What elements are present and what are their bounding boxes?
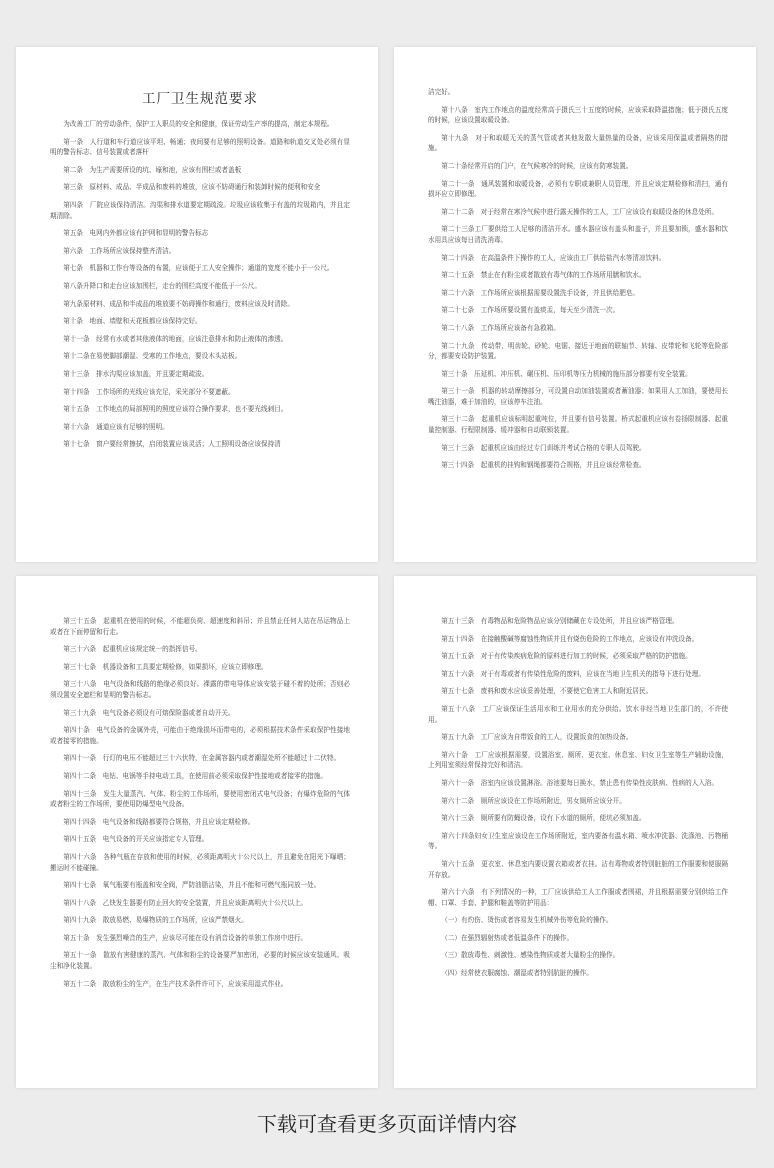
page-3-paragraphs [50,616,350,989]
paragraph: 第三十五条 起重机在使用的时候，不能超负荷、超速度和斜吊；并且禁止任何人站在吊运物品上或者在下面停留和行走。 [50,617,350,636]
document-page-4 [394,576,756,1088]
paragraph: 第十二条在易使脚部潮湿、受寒的工作地点，要设木头站板。 [63,352,242,361]
paragraph: 第十一条 经常有水或者其他液体的地面，应该注意排水和防止液体的渗透。 [63,334,288,343]
paragraph: 第四十三条 发生大量蒸汽、气体、粉尘的工作场所，要使用密闭式电气设备；有爆炸危险的气体或者粉尘的工作场所，要使用防爆型电气设备。 [50,789,350,809]
paragraph: 第七条 机器和工作台等设备的布置，应该便于工人安全操作；通道的宽度不能小于一公尺。 [63,264,334,273]
document-page-1 [16,47,378,562]
paragraph: （二）在强烈辐射热或者低温条件下的操作。 [441,933,574,942]
paragraph: 第十条 地面、墙壁和天花板都应该保持完好。 [63,317,202,326]
paragraph: 第十五条 工作地点的局部照明的照度应该符合操作要求，也不要光线刺目。 [63,405,288,414]
paragraph: 第三十二条 起重机应该标明起重吨位，并且要有信号装置。桥式起重机应该有卷扬限制器、起重量控制器、行程限制器、缓冲器和自动联锁装置。 [428,415,728,435]
paragraph: （四）经常使衣服腐蚀、潮湿或者特别肮脏的操作。 [441,969,593,978]
paragraph: （三）散放毒性、刺激性、感染性物质或者大量粉尘的操作。 [441,951,620,960]
page-4-paragraphs [428,616,728,979]
paragraph: 第三十八条 电气设备和线路的绝缘必须良好。裸露的带电导体应该安装于碰不着的处所；否则必须设置安全遮栏和显明的警告标志。 [50,680,350,699]
paragraph: 第五十二条 散放粉尘的生产，在生产技术条件许可下，应该采用湿式作业。 [63,979,288,988]
paragraph: 为改善工厂的劳动条件，保护工人职员的安全和健康，保证劳动生产率的提高，制定本规程。 [63,120,334,128]
paragraph: 第四十二条 电钻、电锅等手持电动工具，在使用前必须采取保护性接地或者接零的措施。 [63,771,327,780]
paragraph: 第五十六条 对于有毒或者有传染性危险的废料，应该在当地卫生机关的指导下进行处理。 [441,669,705,678]
paragraph: 第三十条 压延机、冲压机、碾压机、压印机等压力机械的施压部分都要有安全装置。 [441,369,692,378]
paragraph: 第六条 工作场所应该保持整齐清洁。 [63,246,176,255]
paragraph: 第四十五条 电气设备的开关应该指定专人管理。 [63,835,209,844]
paragraph: 第三十三条 起重机应该由经过专门训练并考试合格的专职人员驾驶。 [441,443,646,452]
paragraph: 第五十八条 工厂应该保证生活用水和工业用水的充分供给。饮水非经当地卫生部门的，不许使用。 [428,704,728,724]
paragraph: 第五十七条 废料和废水应该妥善处理，不要使它危害工人和附近居民。 [441,687,653,696]
paragraph: 第十四条 工作场所的光线应该充足，采光部分不要遮蔽。 [63,387,235,396]
paragraph: 第十三条 排水沟渠应该加盖，并且要定期疏浚。 [63,369,209,378]
paragraph: 第十六条 通道应该有足够的照明。 [63,422,169,431]
paragraph: 第六十六条 有下列情况的一种，工厂应该供给工人工作服或者围裙，并且根据需要分别供给工作帽、口罩、手套、护腿和鞋盖等防护用品： [428,888,728,907]
paragraph: 第二十五条 禁止在有粉尘或者散放有毒气体的工作场所用膳和饮水。 [441,271,646,280]
paragraph: 第二十八条 工作场所应该备有急救箱。 [441,323,560,332]
paragraph: 第一条 人行道和车行道应该平坦、畅通；夜间要有足够的照明设备。道路和轨道交叉处必须有显明的警告标志、信号装置或者落杆 [50,137,350,157]
paragraph: 第二条 为生产需要所设的坑、壕和池，应该有围栏或者盖板 [63,165,242,174]
paragraph: 第三十九条 电气设备必须设有可熔保险器或者自动开关。 [63,708,235,717]
paragraph: 第五十四条 在接触酸碱等腐蚀性物质并且有烧伤危险的工作地点，应该设有冲洗设备。 [441,634,699,643]
paragraph: 第八条升降口和走台应该加围栏，走台的围栏高度不能低于一公尺。 [63,281,261,290]
paragraph: 第九条原材料、成品和半成品的堆放要不妨碍操作和通行，废料应该及时清除。 [63,299,294,308]
paragraph: 第二十一条 通风装置和取暖设备，必须有专职或兼职人员管理，并且应该定期检修和清扫，通有损坏应立即修理。 [428,179,728,199]
paragraph: 第四十八条 乙炔发生器要有防止回火的安全装置，并且应该距离明火十公尺以上。 [63,898,308,907]
paragraph: 第四十一条 行灯的电压不能超过三十六伏特，在金属容器内或者潮湿处所不能超过十二伏特。 [63,754,341,763]
paragraph: （一）有灼伤、烫伤或者容易发生机械外伤等危险的操作。 [441,916,613,925]
paragraph: 第五十九条 工厂应该为自带饭食的工人，设置饭食的加热设备。 [441,733,633,742]
paragraph: 第六十条 工厂应该根据需要，设置浴室、厕所、更衣室、休息室、妇女卫生室等生产辅助设施，上列用室须经常保持完好和清洁。 [428,750,728,770]
paragraph: 第二十四条 在高温条件下操作的工人，应该由工厂供给盐汽水等清凉饮料。 [441,253,666,262]
paragraph: 第二十九条 传动带、明齿轮、砂轮、电锯、接近于地面的联轴节、转轴、皮带轮和飞轮等危险部分，都要安设防护装置。 [428,341,728,361]
paragraph: 第四条 厂院应该保持清洁。沟渠和排水道要定期疏浚。垃圾应该收集于有盖的垃圾箱内，并且定期清除。 [50,200,350,220]
paragraph: 第二十二条 对于经常在寒冷气候中进行露天操作的工人，工厂应该设有取暖设备的休息处所。 [441,207,719,216]
paragraph: 第五十五条 对于有传染疾病危险的原料进行加工的时候，必须采取严格的防护措施。 [441,652,692,661]
paragraph: 第三十六条 起重机应该规定统一的指挥信号。 [63,645,202,654]
paragraph: 第四十七条 氧气瓶要有瓶盖和安全阀，严防油脂沾染，并且不能和可燃气瓶同放一处。 [63,881,321,890]
paragraph: 第四十九条 散放易燃、易爆物质的工作场所，应该严禁烟火。 [63,916,248,925]
paragraph: 第三条 原材料、成品、半成品和废料的堆放，应该不妨碍通行和装卸时候的便利和安全 [63,183,321,192]
page-2-paragraphs [428,87,728,471]
page-1-paragraphs [50,119,350,450]
paragraph: 第三十一条 机器的转动摩擦部分，可设置自动加油装置或者蓄油器；如果用人工加油，要使用长嘴注油器，难于加油的，应该停车注油。 [428,387,728,406]
download-more-prompt[interactable]: 下载可查看更多页面详情内容 [257,1112,517,1136]
paragraph: 第六十二条 厕所应该设在工作场所附近，男女厕所应该分开。 [441,796,626,805]
paragraph: 第五条 电网内外都应该有护网和显明的警告标志 [63,229,209,238]
paragraph: 第十八条 室内工作地点的温度经常高于摄氏三十五度的时候，应该采取降温措施；低于摄氏五度的时候，应该设置取暖设备。 [428,105,728,125]
paragraph: 第三十四条 起重机的挂钩和钢绳都要符合规格，并且应该经常检查。 [441,461,646,470]
paragraph: 第四十四条 电气设备和线路都要符合规格，并且应该定期检修。 [63,817,255,826]
paragraph: 第十七条 窗户要经常擦拭，启闭装置应该灵活；人工照明设备应该保持清 [63,440,281,449]
paragraph: 第五十一条 散放有害健康的蒸汽、气体和粉尘的设备要严加密闭，必要的时候应该安装通风、吸尘和净化装置。 [50,951,350,971]
document-page-2 [394,47,756,562]
paragraph: 第五十条 发生强烈噪音的生产，应该尽可能在设有消音设备的单独工作房中进行。 [63,933,308,942]
paragraph: 第三十七条 机器设备和工具要定期检修，如果损坏，应该立即修理。 [63,662,268,671]
paragraph: 第二十七条 工作场所要设置有盖痰盂，每天至少清洗一次。 [441,306,620,315]
paragraph: 洁完好。 [428,88,455,96]
paragraph: 第六十三条 厕所要有防蝇设备，设有下水道的厕所，便坑必须加盖。 [441,814,646,823]
paragraph: 第二十三条工厂要供给工人足够的清洁开水。盛水器应该有盖头和盖子，并且要加锁，盛水器和饮水用具应该每日清洗消毒。 [428,225,728,244]
paragraph: 第十九条 对于和取暖无关的蒸气管或者其他发散大量热量的设备，应该采用保温或者隔热的措施。 [428,133,728,153]
paragraph: 第五十三条 有毒物品和危险物品应该分别储藏在专设处所，并且应该严格管理。 [441,617,679,625]
document-page-3 [16,576,378,1088]
document-title: 工厂卫生规范要求 [142,91,258,107]
paragraph: 第四十条 电气设备的金属外壳，可能由于绝缘损坏而带电的，必须根据技术条件采取保护性接地或者接零的措施。 [50,726,350,745]
paragraph: 第二十条经常开启的门户，在气候寒冷的时候，应该有防寒装置。 [441,161,633,170]
paragraph: 第二十六条 工作场所应该根据需要设置洗手设备，并且供给肥皂。 [441,288,639,297]
paragraph: 第六十一条 浴室内应该设置淋浴。浴池要每日换水，禁止患有传染性皮肤病、性病的人入浴。 [441,778,719,787]
paragraph: 第六十五条 更衣室、休息室内要设置衣箱或者衣挂。沾有毒物或者特别脏脏的工作服要和便服隔开存放。 [428,859,728,879]
paragraph: 第四十六条 各种气瓶在存放和使用的时候，必须距离明火十公尺以上，并且避免在阳光下曝晒；搬运时不能碰撞。 [50,852,350,872]
paragraph: 第六十四条妇女卫生室应该设在工作场所附近，室内要备有温水箱、喷水冲洗器、洗涤池、污物桶等。 [428,831,728,851]
